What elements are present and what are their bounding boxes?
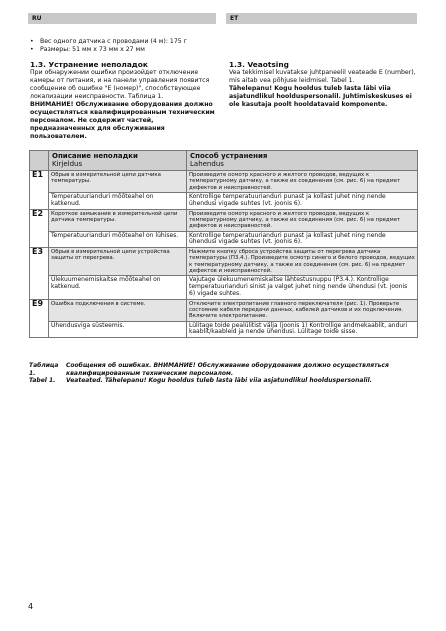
caption-label-et: Tabel 1. bbox=[29, 377, 56, 384]
table-header-row bbox=[30, 151, 418, 171]
page-number: 4 bbox=[28, 602, 34, 611]
section-paragraph-et: Vea tekkimisel kuvatakse juhtpaneelil veateade E (number), mis aitab vea põhjuse leidmisel. Tabel 1. bbox=[229, 69, 416, 84]
table-row bbox=[30, 171, 418, 193]
table-row bbox=[30, 299, 418, 321]
table-row bbox=[30, 321, 418, 338]
error-codes-table bbox=[29, 150, 418, 338]
error-code: E3 bbox=[30, 248, 49, 300]
russian-column bbox=[30, 38, 215, 141]
caption-text-ru: Сообщения об ошибках. ВНИМАНИЕ! Обслуживание оборудования должно осуществляться квалифицированным техническим персоналом. bbox=[66, 362, 389, 377]
bullet-icon: • bbox=[30, 38, 34, 45]
description-et: Ühendusviga süsteemis. bbox=[49, 321, 187, 338]
bullet-item bbox=[30, 46, 215, 54]
warning-text-et: Tähelepanu! Kogu hooldus tuleb lasta läbi viia asjatundlikul hoolduspersonalil. Juhtimiskeskuses ei ole kasutaja poolt hooldatavaid komponente. bbox=[229, 85, 412, 108]
table-caption bbox=[29, 362, 419, 385]
section-heading-ru: 1.3. Устранение неполадок bbox=[30, 60, 148, 69]
header-description: Описание неполадки Kirjeldus bbox=[49, 151, 187, 171]
remedy-et: Vajutage ülekuumenemiskaitse lähtestusnuppu (P3.4.). Kontrollige temperatuurianduri sinist ja valget juhet ning nende ühendusi (vt. joonis 6) vigade suhtes. bbox=[187, 276, 418, 299]
bullet-text: Вес одного датчика с проводами (4 м): 175 г bbox=[40, 38, 187, 45]
bullet-item bbox=[30, 38, 215, 46]
section-paragraph-ru: При обнаружении ошибки произойдет отключение камеры от питания, и на панели управления появится сообщение об ошибке "E (номер)", способствующее локализации неисправности. Таблица 1. bbox=[30, 69, 210, 100]
header-remedy: Способ устранения Lahendus bbox=[187, 151, 418, 171]
description-ru: Обрыв в измерительной цепи датчика температуры. bbox=[49, 171, 187, 193]
description-et: Temperatuurianduri mõõteahel on katkenud. bbox=[49, 193, 187, 210]
remedy-ru: Нажмите кнопку сброса устройства защиты от перегрева датчика температуры (П3.4.). Произведите осмотр синего и белого проводов, ведущих к температурному датчику, а также их соединения (см. рис. 6) на предмет дефектов и неисправностей. bbox=[187, 248, 418, 276]
description-ru: Обрыв в измерительной цепи устройства защиты от перегрева. bbox=[49, 248, 187, 276]
section-heading-et: 1.3. Veaotsing bbox=[229, 60, 289, 69]
remedy-et: Kontrollige temperatuurianduri punast ja kollast juhet ning nende ühendusi vigade suhtes (vt. joonis 6). bbox=[187, 231, 418, 248]
warning-text-ru: ВНИМАНИЕ! Обслуживание оборудования должно осуществляться квалифицированным техническим персоналом. Не содержит частей, предназначенных для обслуживания пользователем. bbox=[30, 101, 215, 140]
remedy-ru: Произведите осмотр красного и желтого проводов, ведущих к температурному датчику, а также их соединения (см. рис. 6) на предмет дефектов и неисправностей. bbox=[187, 209, 418, 231]
description-et: Temperatuurianduri mõõteahel on lühises. bbox=[49, 231, 187, 248]
description-et: Ülekuumenemiskaitse mõõteahel on katkenud. bbox=[49, 276, 187, 299]
bullet-text: Размеры: 51 мм x 73 мм x 27 мм bbox=[40, 46, 145, 53]
error-code: E2 bbox=[30, 209, 49, 247]
estonian-column bbox=[229, 38, 419, 109]
table-row bbox=[30, 276, 418, 299]
language-tag-ru: RU bbox=[28, 13, 216, 24]
table-row bbox=[30, 231, 418, 248]
caption-label-ru: Таблица 1. bbox=[29, 362, 59, 377]
error-code: E9 bbox=[30, 299, 49, 337]
description-ru: Ошибка подключения в системе. bbox=[49, 299, 187, 321]
remedy-ru: Отключите электропитание главного переключателя (рис. 1). Проверьте состояние кабеля передачи данных, кабелей датчиков и их подключения. Включите электропитание. bbox=[187, 299, 418, 321]
table-row bbox=[30, 193, 418, 210]
table-row bbox=[30, 209, 418, 231]
language-tag-et: ET bbox=[226, 13, 417, 24]
bullet-icon: • bbox=[30, 46, 34, 53]
remedy-et: Kontrollige temperatuurianduri punast ja kollast juhet ning nende ühendusi vigade suhtes (vt. joonis 6). bbox=[187, 193, 418, 210]
description-ru: Короткое замыкание в измерительной цепи датчика температуры. bbox=[49, 209, 187, 231]
error-code: E1 bbox=[30, 171, 49, 209]
header-code-cell bbox=[30, 151, 49, 171]
table-row bbox=[30, 248, 418, 276]
caption-text-et: Veateated. Tähelepanu! Kogu hooldus tuleb lasta läbi viia asjatundlikul hoolduspersonalil. bbox=[66, 377, 372, 384]
remedy-ru: Произведите осмотр красного и желтого проводов, ведущих к температурному датчику, а также их соединения (см. рис. 6) на предмет дефектов и неисправностей. bbox=[187, 171, 418, 193]
remedy-et: Lülitage toide pealülitist välja (joonis 1) Kontrollige andmekaablit, anduri kaablit/kaableid ja nende ühendusi. Lülitage toide sisse. bbox=[187, 321, 418, 338]
